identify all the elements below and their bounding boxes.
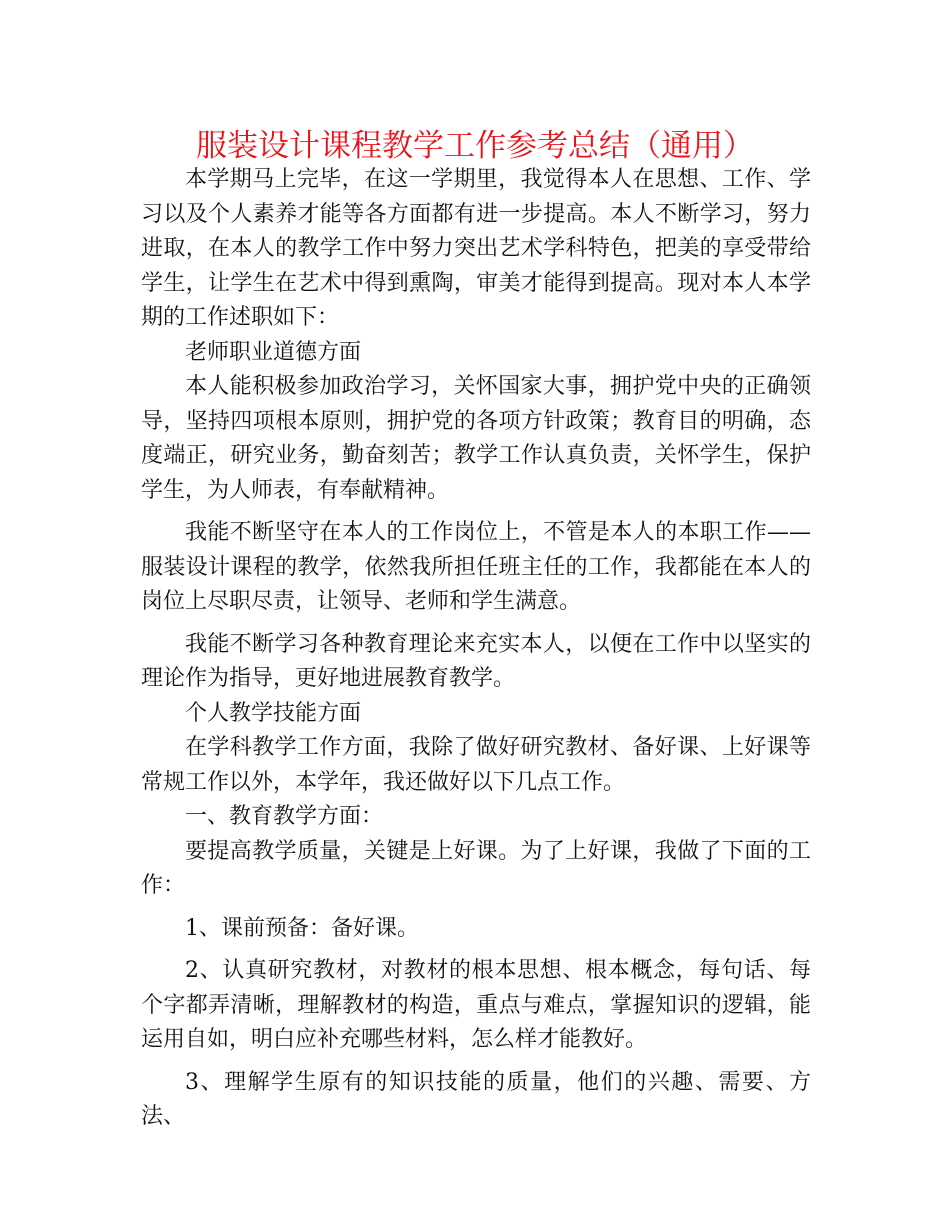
document-body — [141, 163, 811, 1135]
paragraph-quality: 要提高教学质量，关键是上好课。为了上好课，我做了下面的工作： — [141, 838, 811, 898]
section-heading-teaching: 一、教育教学方面： — [185, 804, 384, 829]
paragraph-skills: 在学科教学工作方面，我除了做好研究教材、备好课、上好课等常规工作以外，本学年，我还做好以下几点工作。 — [141, 735, 811, 795]
paragraph-intro: 本学期马上完毕，在这一学期里，我觉得本人在思想、工作、学习以及个人素养才能等各方面都有进一步提高。本人不断学习，努力进取，在本人的教学工作中努力突出艺术学科特色，把美的享受带给学生，让学生在艺术中得到熏陶，审美才能得到提高。现对本人本学期的工作述职如下： — [141, 167, 811, 330]
section-heading-skills: 个人教学技能方面 — [185, 700, 362, 726]
paragraph-duty: 我能不断坚守在本人的工作岗位上，不管是本人的本职工作——服装设计课程的教学，依然我所担任班主任的工作，我都能在本人的岗位上尽职尽责，让领导、老师和学生满意。 — [141, 520, 811, 614]
list-item-1: 1、课前预备：备好课。 — [185, 915, 419, 941]
paragraph-learning: 我能不断学习各种教育理论来充实本人，以便在工作中以坚实的理论作为指导，更好地进展教育教学。 — [141, 631, 811, 691]
list-item-3: 3、理解学生原有的知识技能的质量，他们的兴趣、需要、方法、 — [141, 1069, 811, 1129]
document-title: 服装设计课程教学工作参考总结（通用） — [196, 128, 754, 164]
paragraph-ethics: 本人能积极参加政治学习，关怀国家大事，拥护党中央的正确领导，坚持四项根本原则，拥护党的各项方针政策；教育目的明确，态度端正，研究业务，勤奋刻苦；教学工作认真负责，关怀学生，保护学生，为人师表，有奉献精神。 — [141, 374, 811, 503]
list-item-2: 2、认真研究教材，对教材的根本思想、根本概念，每句话、每个字都弄清晰，理解教材的构造，重点与难点，掌握知识的逻辑，能运用自如，明白应补充哪些材料，怎么样才能教好。 — [141, 958, 811, 1052]
section-heading-ethics: 老师职业道德方面 — [185, 339, 362, 365]
